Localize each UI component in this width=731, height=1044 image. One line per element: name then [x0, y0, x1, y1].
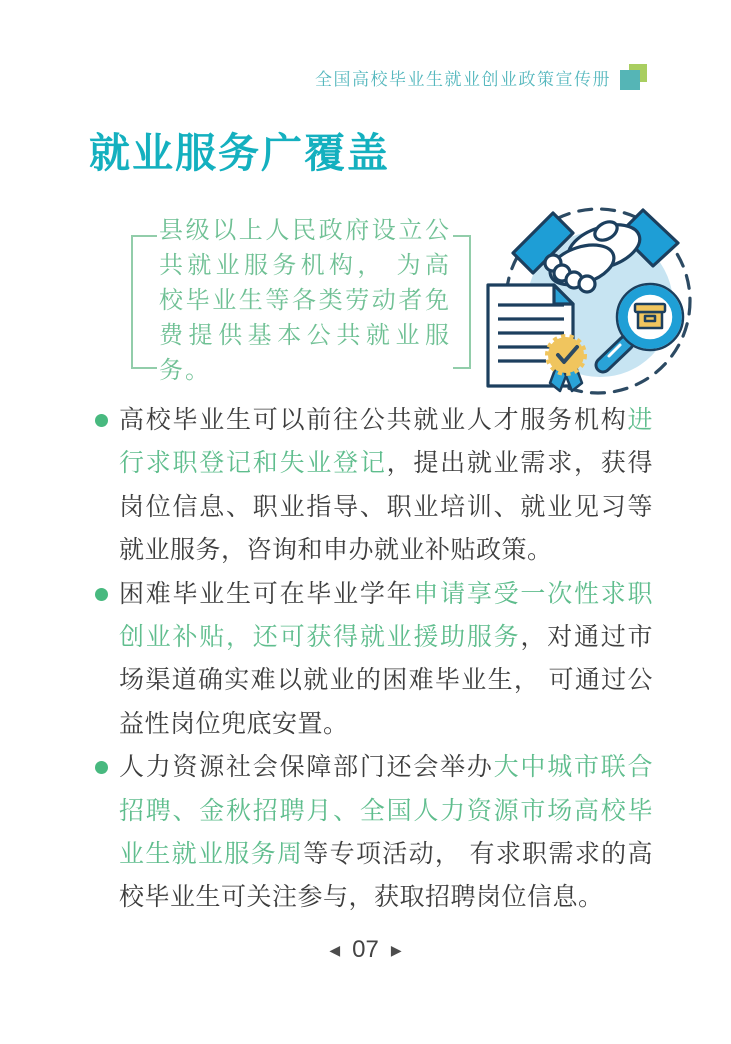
highlighted-text-segment: 进行求职登记和失业登记	[119, 406, 653, 478]
booklet-logo-icon	[620, 64, 647, 90]
highlighted-text-segment: 大中城市联合招聘、金秋招聘月、全国人力资源市场高校毕业生就业服务周	[119, 753, 653, 869]
booklet-title: 全国高校毕业生就业创业政策宣传册	[315, 69, 611, 89]
bullet-text	[119, 573, 653, 747]
page-title: 就业服务广覆盖	[89, 130, 390, 176]
highlighted-text-segment: 申请享受一次性求职创业补贴，还可获得就业援助服务	[119, 579, 653, 652]
text-segment: 高校毕业生可以前往公共就业人才服务机构	[119, 406, 628, 434]
text-segment: 等专项活动， 有求职需求的高校毕业生可关注参与，获取招聘岗位信息。	[119, 840, 653, 912]
bullet-dot-icon	[95, 761, 108, 774]
bullet-dot-icon	[95, 588, 108, 601]
logo-teal-square	[620, 70, 640, 90]
text-segment: 困难毕业生可在毕业学年	[119, 579, 414, 608]
bullet-dot-icon	[95, 414, 108, 427]
illustration-svg	[476, 205, 726, 401]
job-box-icon	[635, 304, 665, 328]
text-segment: 人力资源社会保障部门还会举办	[119, 753, 494, 782]
bullet-list	[95, 399, 653, 920]
quote-box	[131, 213, 471, 384]
page-number: 07	[352, 936, 379, 963]
quote-text: 县级以上人民政府设立公共就业服务机构， 为高校毕业生等各类劳动者免费提供基本公共就业服务。	[157, 213, 453, 388]
page-header	[315, 64, 647, 90]
bullet-item	[95, 746, 653, 920]
next-page-icon: ▶	[390, 941, 402, 958]
employment-illustration	[476, 205, 726, 401]
text-segment: ，对通过市场渠道确实难以就业的困难毕业生， 可通过公益性岗位兜底安置。	[119, 623, 653, 738]
bullet-text	[119, 399, 653, 573]
bullet-item	[95, 399, 653, 573]
prev-page-icon: ◀	[329, 941, 341, 958]
text-segment: ，提出就业需求，获得岗位信息、职业指导、职业培训、就业见习等就业服务，咨询和申办就业补贴政策。	[119, 449, 653, 565]
bullet-text	[119, 746, 653, 920]
bullet-item	[95, 573, 653, 747]
footer-pagination	[0, 936, 731, 964]
